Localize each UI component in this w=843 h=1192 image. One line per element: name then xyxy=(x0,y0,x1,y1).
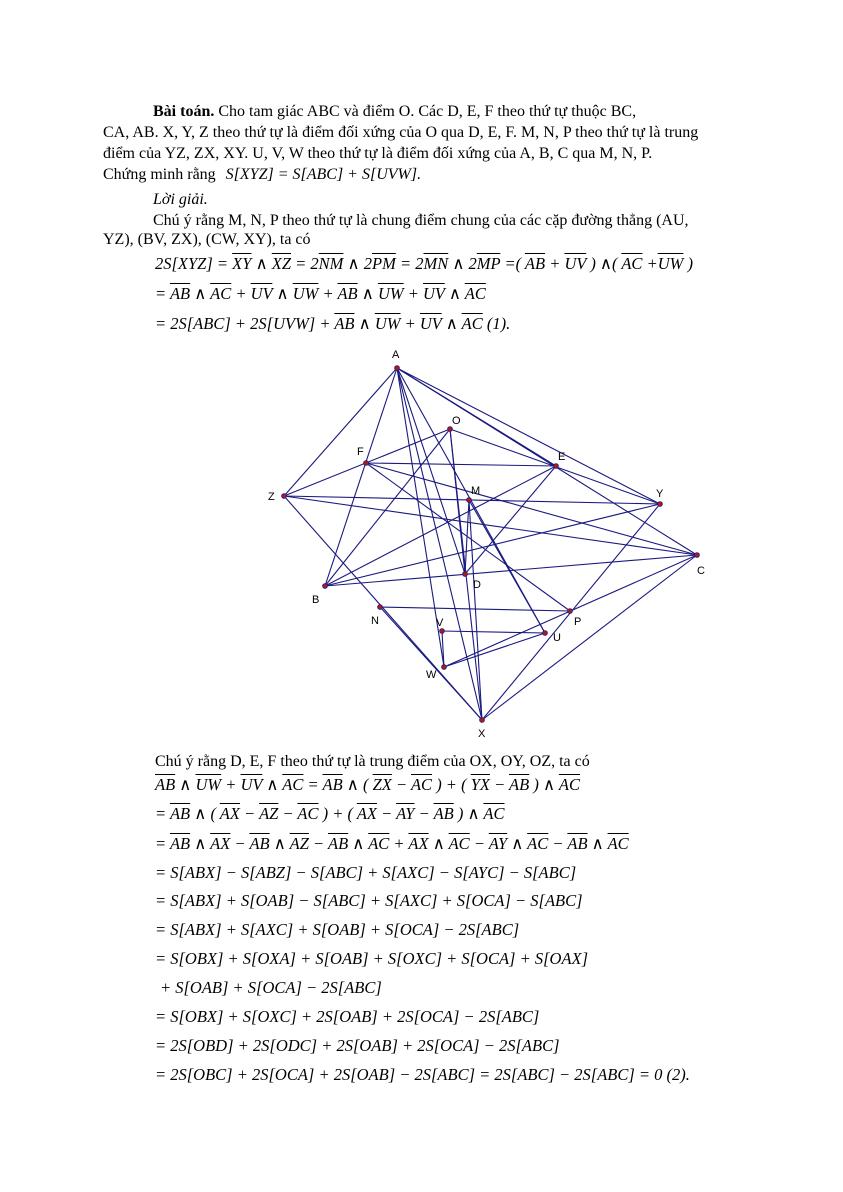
point-y xyxy=(658,502,663,507)
point-label-b: B xyxy=(312,594,320,606)
segment-mx xyxy=(469,500,482,720)
point-a xyxy=(395,366,400,371)
equation-9: = S[ABX] + S[AXC] + S[OAB] + S[OCA] − 2S[ABC] xyxy=(155,920,520,939)
point-label-p: P xyxy=(574,616,582,628)
segment-nx xyxy=(380,607,482,720)
point-o xyxy=(448,427,453,432)
point-label-v: V xyxy=(436,617,444,629)
point-m xyxy=(467,498,472,503)
solution-text-2: YZ), (BV, ZX), (CW, XY), ta có xyxy=(103,231,311,248)
equation-7: = S[ABX] − S[ABZ] − S[ABC] + S[AXC] − S[AYC] − S[ABC] xyxy=(155,863,577,882)
problem-text-4: Chứng minh rằng xyxy=(103,166,216,183)
solution-text-3: Chú ý rằng D, E, F theo thứ tự là trung điểm của OX, OY, OZ, ta có xyxy=(155,753,590,770)
equation-2: = $\overline{AB}$ ∧ $\overline{AC} + \overline{UV}$ ∧ $\overline{UW} + \overline{AB}$ ∧ $\overline{UW} + \overline{UV}$ ∧ $\overline{AC}$ xyxy=(155,284,486,303)
solution-text-1: Chú ý rằng M, N, P theo thứ tự là chung điểm chung của các cặp đường thẳng (AU, xyxy=(153,212,689,229)
segment-ae xyxy=(397,368,556,466)
point-label-u: U xyxy=(553,632,561,644)
point-label-c: C xyxy=(697,565,705,577)
equation-5: = $\overline{AB}$ ∧ ( $\overline{AX} - \overline{AZ} - \overline{AC}$ ) + ( $\overline{AX} - \overline{AY} - \overline{AB}$ ) ∧ $\overline{AC}$ xyxy=(155,804,505,823)
equation-8: = S[ABX] + S[OAB] − S[ABC] + S[AXC] + S[OCA] − S[ABC] xyxy=(155,891,583,910)
point-n xyxy=(378,605,383,610)
claim-formula: S[XYZ] = S[ABC] + S[UVW]. xyxy=(225,166,422,183)
segment-de xyxy=(465,466,556,574)
point-z xyxy=(282,494,287,499)
equation-4: $\overline{AB}$ ∧ $\overline{UW} + \overline{UV}$ ∧ $\overline{AC} = \overline{AB}$ ∧ ( $\overline{ZX} - \overline{AC}$ ) + ( $\overline{YX} - \overline{AB}$ ) ∧ $\overline{AC}$ xyxy=(155,775,580,794)
segment-bc xyxy=(325,555,697,586)
equation-3: = $2S[ABC] + 2S[UVW] + \overline{AB}$ ∧ $\overline{UW} + \overline{UV}$ ∧ $\overline{AC}$ (1). xyxy=(155,314,511,333)
point-label-o: O xyxy=(452,415,461,427)
segment-fc xyxy=(366,463,697,555)
equation-11: + S[OAB] + S[OCA] − 2S[ABC] xyxy=(160,978,382,997)
point-f xyxy=(364,461,369,466)
point-label-z: Z xyxy=(268,491,275,503)
point-label-f: F xyxy=(357,446,364,458)
problem-text-1: Cho tam giác ABC và điểm O. Các D, E, F theo thứ tự thuộc BC, xyxy=(218,103,637,120)
point-c xyxy=(695,553,700,558)
segment-vu xyxy=(442,631,545,633)
segment-by xyxy=(325,504,660,586)
point-v xyxy=(440,629,445,634)
point-label-x: X xyxy=(478,728,486,740)
point-label-y: Y xyxy=(656,488,664,500)
segment-az xyxy=(284,368,397,496)
equation-13: = 2S[OBD] + 2S[ODC] + 2S[OAB] + 2S[OCA] − 2S[ABC] xyxy=(155,1036,560,1055)
point-label-d: D xyxy=(473,579,481,591)
point-label-e: E xyxy=(558,451,566,463)
segment-fe xyxy=(366,463,556,466)
equation-6: = $\overline{AB}$ ∧ $\overline{AX} - \overline{AB}$ ∧ $\overline{AZ} - \overline{AB}$ ∧ $\overline{AC} + \overline{AX}$ ∧ $\overline{AC} - \overline{AY}$ ∧ $\overline{AC} - \overline{AB}$ ∧ $\overline{AC}$ xyxy=(155,834,629,853)
point-label-a: A xyxy=(392,349,400,361)
point-x xyxy=(480,718,485,723)
point-u xyxy=(543,631,548,636)
point-label-m: M xyxy=(471,485,481,497)
problem-text-3: điểm của YZ, ZX, XY. U, V, W theo thứ tự là điểm đối xứng của A, B, C qua M, N, P. xyxy=(103,145,653,162)
equation-14: = 2S[OBC] + 2S[OCA] + 2S[OAB] − 2S[ABC] = 2S[ABC] − 2S[ABC] = 0 (2). xyxy=(155,1065,690,1084)
equation-12: = S[OBX] + S[OXC] + 2S[OAB] + 2S[OCA] − 2S[ABC] xyxy=(155,1007,540,1026)
point-b xyxy=(323,584,328,589)
segment-ax xyxy=(397,368,482,720)
problem-text-2: CA, AB. X, Y, Z theo thứ tự là điểm đối xứng của O qua D, E, F. M, N, P theo thứ tự là trung xyxy=(103,124,699,141)
point-e xyxy=(554,464,559,469)
equation-10: = S[OBX] + S[OXA] + S[OAB] + S[OXC] + S[OCA] + S[OAX] xyxy=(155,949,589,968)
point-p xyxy=(568,609,573,614)
solution-title: Lời giải. xyxy=(153,191,208,208)
point-label-w: W xyxy=(426,669,437,681)
point-d xyxy=(463,572,468,577)
problem-title: Bài toán. xyxy=(153,103,215,120)
point-w xyxy=(442,665,447,670)
segment-zc xyxy=(284,496,697,555)
point-label-n: N xyxy=(371,615,379,627)
segment-ay xyxy=(397,368,660,504)
equation-1: $2S[XYZ] = \overline{XY}$ ∧ $\overline{XZ} = 2\overline{NM}$ ∧ $2\overline{PM} = 2\overline{MN}$ ∧ $2\overline{MP}$ =( $\overline{AB} + \overline{UV}$ ) ∧( $\overline{AC} +\overline{UW}$ ) xyxy=(155,254,693,273)
segment-mu xyxy=(469,500,545,633)
